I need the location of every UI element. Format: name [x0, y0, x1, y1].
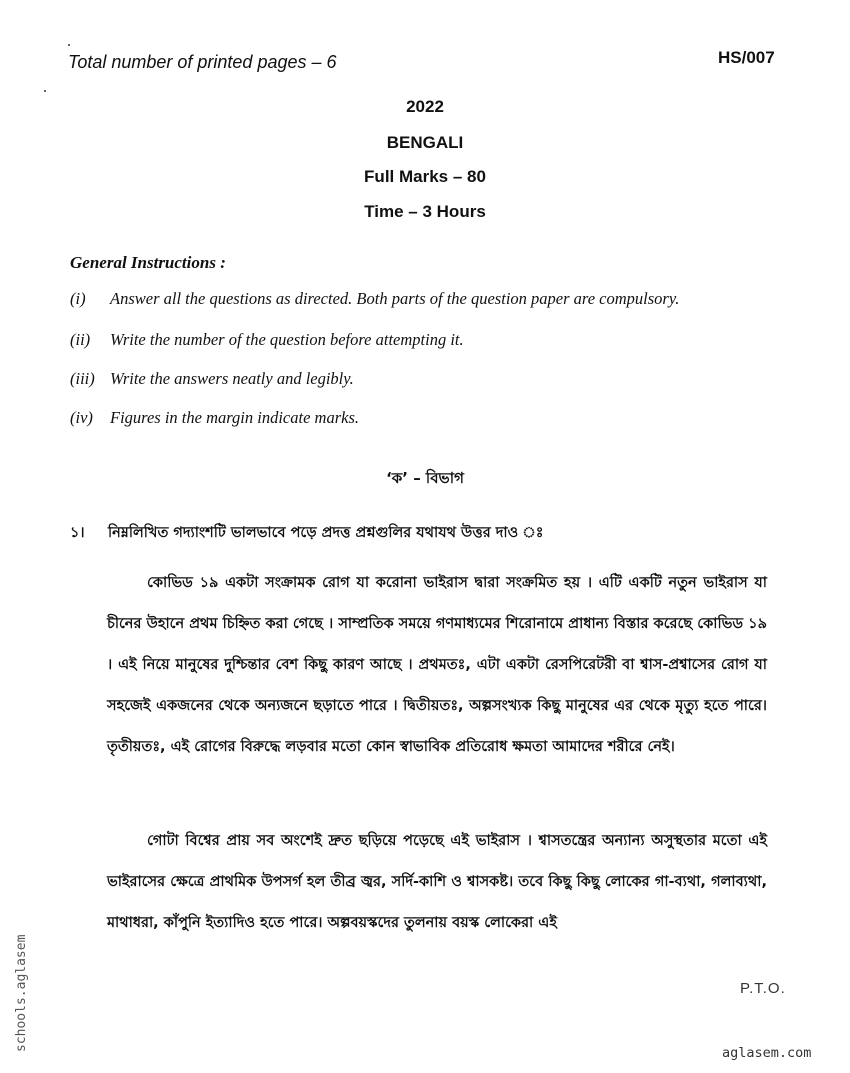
side-watermark: schools.aglasem [14, 934, 29, 1052]
scan-speck [44, 90, 46, 92]
instruction-item [70, 369, 354, 389]
scan-speck [68, 44, 70, 46]
instruction-item [70, 330, 464, 350]
instructions-heading: General Instructions : [70, 253, 226, 272]
instruction-number: (iv) [70, 408, 93, 427]
passage-paragraph-1 [107, 563, 767, 768]
passage-text: গোটা বিশ্বের প্রায় সব অংশেই দ্রুত ছড়িয়ে পড়েছে এই ভাইরাস । শ্বাসতন্ত্রের অন্যান্য অসুস্থতার মতো এই ভাইরাসের ক্ষেত্রে প্রাথমিক উপসর্গ হল তীব্র জ্বর, সর্দি-কাশি ও শ্বাসকষ্ট। তবে কিছু কিছু লোকের গা-ব্যথা, গলাব্যথা, মাথাধরা, কাঁপুনি ইত্যাদিও হতে পারে। অল্পবয়স্কদের তুলনায় বয়স্ক লোকেরা এই [107, 833, 767, 931]
passage-text: কোভিড ১৯ একটা সংক্রামক রোগ যা করোনা ভাইরাস দ্বারা সংক্রমিত হয় । এটি একটি নতুন ভাইরাস যা চীনের উহানে প্রথম চিহ্নিত করা গেছে । সাম্প্রতিক সময়ে গণমাধ্যমের শিরোনামে প্রাধান্য বিস্তার করেছে কোভিড ১৯ । এই নিয়ে মানুষের দুশ্চিন্তার বেশ কিছু কারণ আছে । প্রথমতঃ, এটা একটা রেসপিরেটরী বা শ্বাস-প্রশ্বাসের রোগ যা সহজেই একজনের থেকে অন্যজনে ছড়াতে পারে । দ্বিতীয়তঃ, অল্পসংখ্যক কিছু মানুষের এর থেকে মৃত্যু হতে পারে। তৃতীয়তঃ, এই রোগের বিরুদ্ধে লড়বার মতো কোন স্বাভাবিক প্রতিরোধ ক্ষমতা আমাদের শরীরে নেই। [107, 575, 767, 755]
bottom-watermark: aglasem.com [722, 1045, 812, 1061]
instruction-text: Answer all the questions as directed. Both parts of the question paper are compulsory. [110, 289, 680, 308]
instruction-text: Figures in the margin indicate marks. [110, 408, 359, 427]
instruction-text: Write the number of the question before attempting it. [110, 330, 464, 349]
paper-code: HS/007 [718, 48, 775, 67]
instruction-text: Write the answers neatly and legibly. [110, 369, 354, 388]
pto-text: P.T.O. [740, 980, 786, 997]
question-row [70, 522, 544, 546]
exam-year: 2022 [406, 97, 444, 116]
full-marks: Full Marks – 80 [364, 167, 486, 186]
total-pages-text: Total number of printed pages – 6 [68, 52, 337, 72]
passage-paragraph-2 [107, 821, 767, 944]
instruction-item [70, 289, 679, 309]
instruction-number: (ii) [70, 330, 91, 349]
section-title: ‘ক’ – বিভাগ [386, 469, 464, 487]
exam-time: Time – 3 Hours [364, 202, 486, 221]
instruction-number: (i) [70, 289, 86, 308]
question-number: ১। [70, 525, 85, 541]
instruction-number: (iii) [70, 369, 95, 388]
question-text: নিম্নলিখিত গদ্যাংশটি ভালভাবে পড়ে প্রদত্ত প্রশ্নগুলির যথাযথ উত্তর দাও ঃ [108, 525, 544, 541]
exam-subject: BENGALI [386, 133, 464, 152]
instruction-item [70, 408, 359, 428]
